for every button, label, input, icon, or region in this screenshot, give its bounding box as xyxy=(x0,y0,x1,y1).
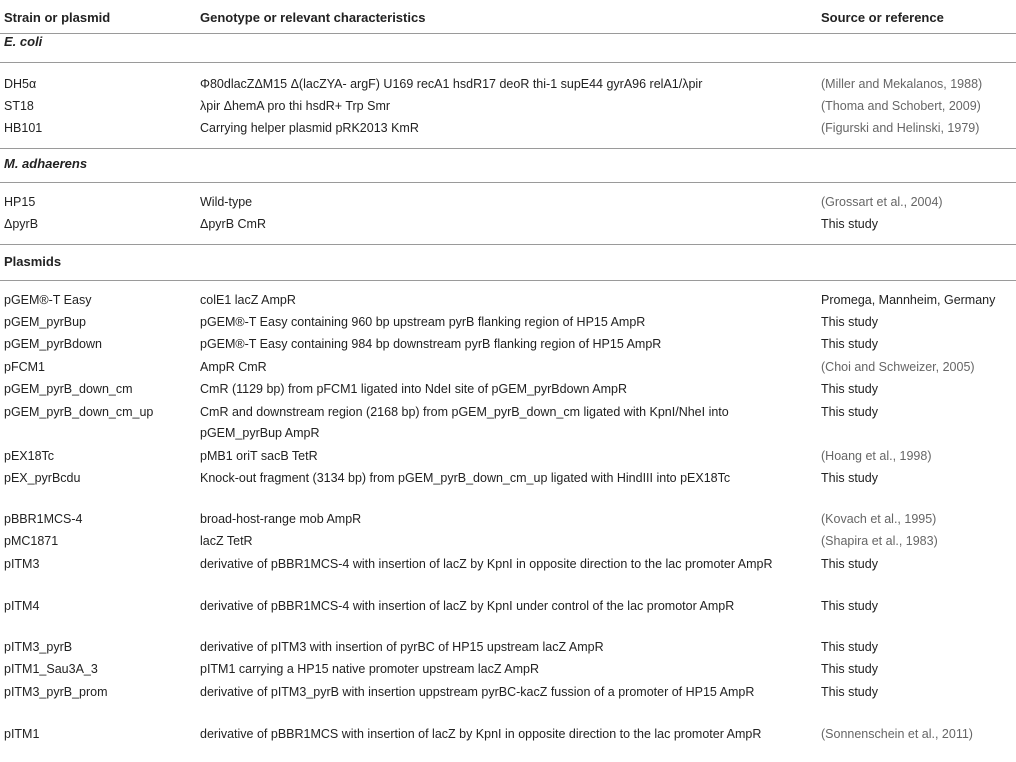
strain-name: ST18 xyxy=(4,99,34,113)
header-source: Source or reference xyxy=(821,10,944,25)
header-rule xyxy=(0,33,1016,34)
plasmid-name: pBBR1MCS-4 xyxy=(4,512,83,526)
genotype: Carrying helper plasmid pRK2013 KmR xyxy=(200,121,419,135)
reference: Promega, Mannheim, Germany xyxy=(821,293,996,307)
genotype: AmpR CmR xyxy=(200,360,267,374)
genotype: derivative of pBBR1MCS-4 with insertion of lacZ by KpnI under control of the lac promotor AmpR xyxy=(200,599,735,613)
genotype: λpir ΔhemA pro thi hsdR+ Trp Smr xyxy=(200,99,391,113)
plasmid-name: pGEM®-T Easy xyxy=(4,293,92,307)
genotype: Knock-out fragment (3134 bp) from pGEM_pyrB_down_cm_up ligated with HindIII into pEX18Tc xyxy=(200,471,731,485)
reference: (Miller and Mekalanos, 1988) xyxy=(821,77,983,91)
reference: (Choi and Schweizer, 2005) xyxy=(821,360,975,374)
reference: This study xyxy=(821,685,878,699)
genotype: ΔpyrB CmR xyxy=(200,217,266,231)
plasmid-name: pGEM_pyrBdown xyxy=(4,337,102,351)
genotype: CmR and downstream region (2168 bp) from pGEM_pyrB_down_cm ligated with KpnI/NheI into pGEM_pyrBup AmpR xyxy=(200,405,729,440)
reference: This study xyxy=(821,337,878,351)
genotype: Wild-type xyxy=(200,195,253,209)
strain-name: ΔpyrB xyxy=(4,217,39,231)
reference: (Figurski and Helinski, 1979) xyxy=(821,121,980,135)
plasmid-name: pITM1 xyxy=(4,727,40,741)
plasmid-name: pITM3_pyrB xyxy=(4,640,73,654)
genotype: broad-host-range mob AmpR xyxy=(200,512,362,526)
reference: (Hoang et al., 1998) xyxy=(821,449,932,463)
section-ecoli: E. coli xyxy=(4,34,43,49)
plasmid-name: pITM1_Sau3A_3 xyxy=(4,662,98,676)
genotype: pMB1 oriT sacB TetR xyxy=(200,449,318,463)
plasmid-name: pEX_pyrBcdu xyxy=(4,471,81,485)
genotype: pGEM®-T Easy containing 960 bp upstream pyrB flanking region of HP15 AmpR xyxy=(200,315,646,329)
genotype: pITM1 carrying a HP15 native promoter upstream lacZ AmpR xyxy=(200,662,540,676)
header-strain: Strain or plasmid xyxy=(4,10,111,25)
section-rule xyxy=(0,182,1016,183)
plasmid-name: pGEM_pyrB_down_cm_up xyxy=(4,405,154,419)
reference: This study xyxy=(821,557,878,571)
section-rule xyxy=(0,62,1016,63)
section-madhaerens: M. adhaerens xyxy=(4,156,88,171)
reference: (Thoma and Schobert, 2009) xyxy=(821,99,981,113)
genotype: colE1 lacZ AmpR xyxy=(200,293,296,307)
reference: This study xyxy=(821,640,878,654)
plasmid-name: pGEM_pyrB_down_cm xyxy=(4,382,133,396)
strain-name: HP15 xyxy=(4,195,36,209)
reference: This study xyxy=(821,315,878,329)
reference: This study xyxy=(821,662,878,676)
reference: This study xyxy=(821,382,878,396)
reference: (Kovach et al., 1995) xyxy=(821,512,937,526)
genotype: CmR (1129 bp) from pFCM1 ligated into NdeI site of pGEM_pyrBdown AmpR xyxy=(200,382,628,396)
reference: This study xyxy=(821,217,878,231)
plasmid-name: pITM3 xyxy=(4,557,40,571)
genotype: derivative of pITM3 with insertion of pyrBC of HP15 upstream lacZ AmpR xyxy=(200,640,604,654)
reference: (Grossart et al., 2004) xyxy=(821,195,943,209)
genotype: pGEM®-T Easy containing 984 bp downstream pyrB flanking region of HP15 AmpR xyxy=(200,337,662,351)
reference: This study xyxy=(821,405,878,419)
reference: (Sonnenschein et al., 2011) xyxy=(821,727,973,741)
section-rule xyxy=(0,280,1016,281)
plasmid-name: pITM3_pyrB_prom xyxy=(4,685,108,699)
reference: (Shapira et al., 1983) xyxy=(821,534,938,548)
genotype xyxy=(200,74,810,95)
genotype: lacZ TetR xyxy=(200,534,253,548)
section-rule xyxy=(0,148,1016,149)
section-plasmids: Plasmids xyxy=(4,254,62,269)
genotype: derivative of pBBR1MCS-4 with insertion of lacZ by KpnI in opposite direction to the lac promoter AmpR xyxy=(200,557,773,571)
plasmid-name: pEX18Tc xyxy=(4,449,55,463)
strain-name: DH5α xyxy=(4,77,37,91)
genotype: derivative of pITM3_pyrB with insertion uppstream pyrBC-kacZ fussion of a promoter of HP15 AmpR xyxy=(200,685,755,699)
strain-name: HB101 xyxy=(4,121,43,135)
genotype-text: Φ80dlacZΔM15 Δ(lacZYA- argF) U169 recA1 hsdR17 deoR thi-1 supE44 gyrA96 relA1/λpir xyxy=(200,77,703,91)
plasmid-name: pMC1871 xyxy=(4,534,59,548)
reference: This study xyxy=(821,471,878,485)
reference: This study xyxy=(821,599,878,613)
header-genotype: Genotype or relevant characteristics xyxy=(200,10,426,25)
section-rule xyxy=(0,244,1016,245)
plasmid-name: pFCM1 xyxy=(4,360,45,374)
plasmid-name: pITM4 xyxy=(4,599,40,613)
genotype: derivative of pBBR1MCS with insertion of lacZ by KpnI in opposite direction to the lac promoter AmpR xyxy=(200,727,762,741)
plasmid-name: pGEM_pyrBup xyxy=(4,315,86,329)
